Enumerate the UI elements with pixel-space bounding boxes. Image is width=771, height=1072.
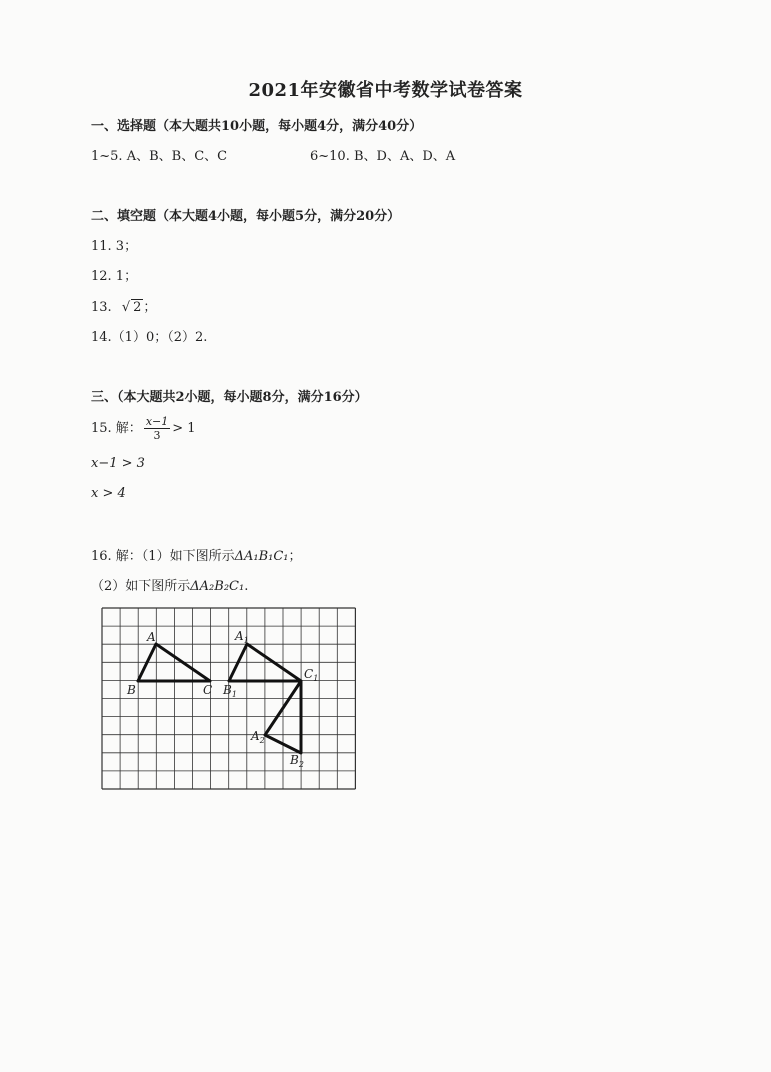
label-a1-sub: 1	[243, 636, 249, 645]
answer-13: 13. √ 2 ；	[91, 300, 157, 315]
label-b2-letter: B	[290, 753, 299, 767]
page-title: 2021年安徽省中考数学试卷答案	[248, 80, 523, 101]
answers-6-10: 6~10. B、D、A、D、A	[310, 149, 456, 164]
answers-1-5: 1~5. A、B、B、C、C	[91, 149, 228, 164]
answer-15-prefix: 15. 解：	[91, 421, 142, 436]
answer-15-numerator: x−1	[145, 415, 169, 428]
answer-16-line-1-suffix: ；	[288, 549, 302, 564]
answer-13-number: 13.	[91, 300, 112, 315]
label-c1	[304, 667, 318, 683]
answer-11: 11. 3；	[91, 239, 138, 254]
answer-16-line-1-prefix: 16. 解：（1）如下图所示	[91, 549, 235, 564]
label-a2-sub: 2	[259, 736, 265, 745]
answer-16-line-2-triangle: ΔA₂B₂C₁	[190, 579, 245, 594]
label-b1-sub: 1	[231, 690, 237, 699]
section-3-heading: 三、（本大题共2小题，每小题8分，满分16分）	[91, 390, 368, 405]
answer-13-radicand: 2	[133, 300, 142, 315]
label-a2	[250, 729, 265, 745]
label-b2-sub: 2	[298, 760, 304, 769]
answer-15-step-1: x−1 > 3	[91, 456, 145, 471]
label-a2-letter: A	[251, 729, 260, 743]
answer-13-suffix: ；	[143, 300, 157, 315]
answer-15-relation: > 1	[172, 421, 196, 436]
label-b: B	[127, 683, 136, 697]
label-b1	[222, 683, 237, 699]
section-1-heading: 一、选择题（本大题共10小题，每小题4分，满分40分）	[91, 119, 423, 134]
grid-lines	[102, 608, 355, 789]
section-2-heading: 二、填空题（本大题4小题，每小题5分，满分20分）	[91, 209, 401, 224]
answer-16-line-2-suffix: .	[244, 579, 249, 594]
answer-15-step-2: x > 4	[91, 486, 126, 501]
label-a: A	[147, 630, 156, 644]
label-c: C	[203, 683, 213, 697]
answer-16-line-2-prefix: （2）如下图所示	[91, 579, 191, 594]
answer-12: 12. 1；	[91, 269, 138, 284]
label-c1-letter: C	[304, 667, 314, 681]
answer-14: 14.（1）0；（2）2.	[91, 330, 208, 345]
label-b1-letter: B	[223, 683, 232, 697]
answer-15-denominator: 3	[153, 429, 161, 442]
answer-16-line-1-triangle: ΔA₁B₁C₁	[234, 549, 289, 564]
label-a1-letter: A	[235, 629, 244, 643]
label-c1-sub: 1	[313, 674, 319, 683]
label-b2	[289, 753, 304, 769]
